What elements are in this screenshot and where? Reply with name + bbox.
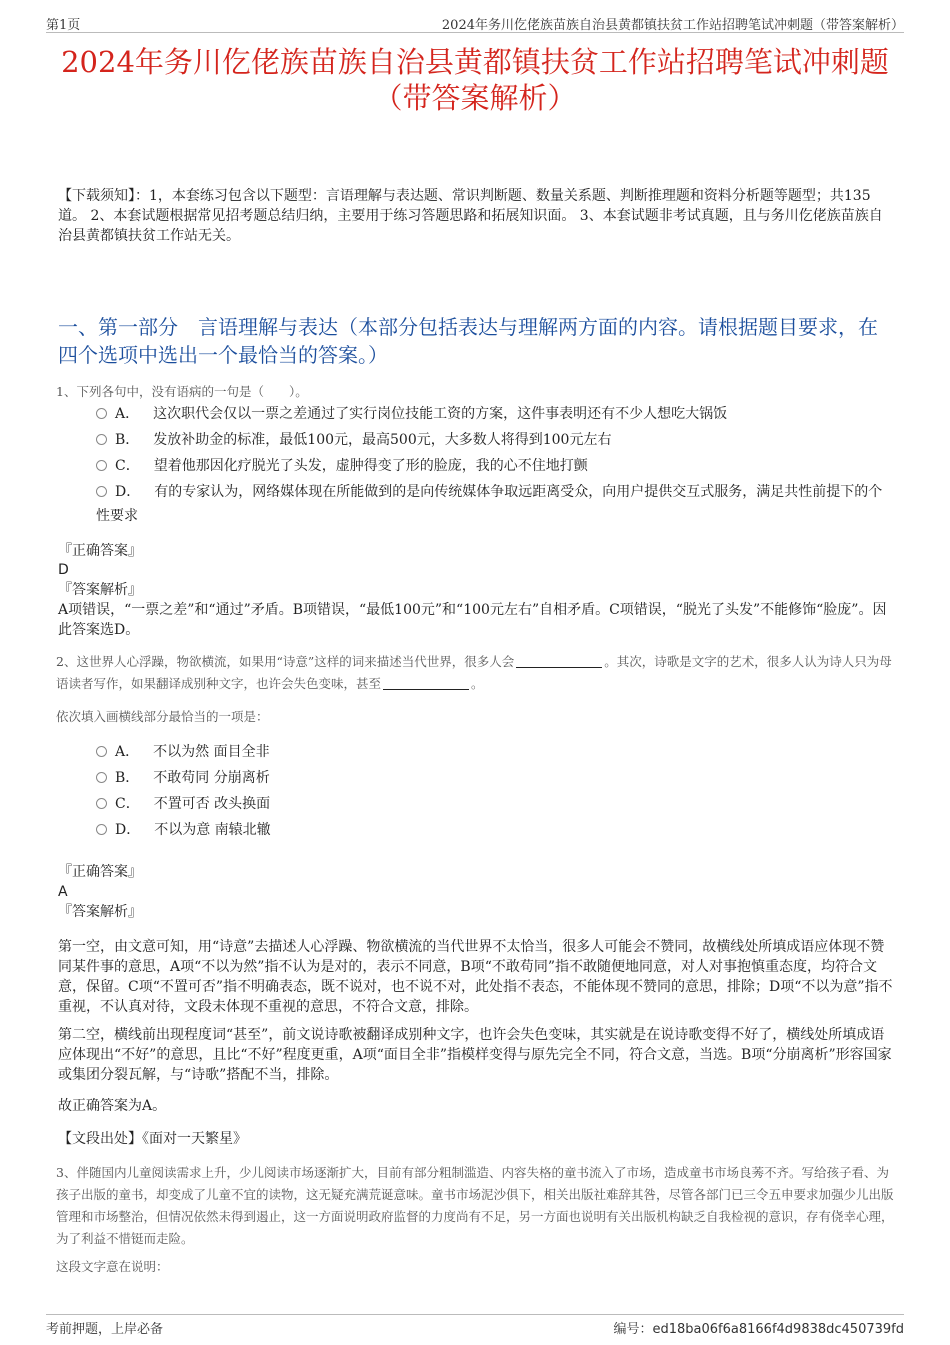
option-text: 有的专家认为，网络媒体现在所能做到的是向传统媒体争取远距离受众，向用户提供交互式服务，满足共性前提下的个性要求 (96, 484, 883, 524)
option-text: 不以为意 南辕北辙 (154, 822, 271, 838)
radio-icon[interactable] (96, 824, 107, 835)
radio-icon[interactable] (96, 746, 107, 757)
download-notice: 【下载须知】：1，本套练习包含以下题型：言语理解与表达题、常识判断题、数量关系题、判断推理题和资料分析题等题型；共135道。 2、本套试题根据常见招考题总结归纳，主要用于练习答题思路和拓展知识面。 3、本套试题非考试真题，且与务川仡佬族苗族自治县黄都镇扶贫工作站无关。 (58, 188, 883, 244)
option-text: 不以为然 面目全非 (153, 744, 270, 760)
page-footer (46, 1314, 904, 1335)
option-text: 这次职代会仅以一票之差通过了实行岗位技能工资的方案，这件事表明还有不少人想吃大锅饭 (153, 406, 728, 422)
blank-line (516, 655, 602, 668)
q2-analysis-label: 『答案解析』 (58, 904, 142, 920)
option-letter: D． (115, 822, 141, 838)
question-3-stem: 3、伴随国内儿童阅读需求上升，少儿阅读市场逐渐扩大，目前有部分粗制滥造、内容失格的童书流入了市场，造成童书市场良莠不齐。写给孩子看、为孩子出版的童书，却变成了儿童不宜的读物，这无疑充满荒诞意味。童书市场泥沙俱下，相关出版社难辞其咎，尽管各部门已三令五申要求加强少儿出版管理和市场整治，但情况依然未得到遏止，这一方面说明政府监督的力度尚有不足，另一方面也说明有关出版机构缺乏自我检视的意识，存有侥幸心理，为了利益不惜铤而走险。 (56, 1165, 894, 1246)
header-doc-title: 2024年务川仡佬族苗族自治县黄都镇扶贫工作站招聘笔试冲刺题（带答案解析） (441, 18, 904, 33)
question-2-stem (56, 651, 898, 695)
q2-analysis-p1: 第一空，由文意可知，用“诗意”去描述人心浮躁、物欲横流的当代世界不太恰当，很多人可能会不赞同，故横线处所填成语应体现不赞同某件事的意思，A项“不以为然”指不认为是对的，表示不同意，B项“不敢苟同”指不敢随便地同意，对人对事抱慎重态度，均符合文意，保留。C项“不置可否”指不明确表态，既不说对，也不说不对，此处指不表态，不能体现不赞同的意思，排除；D项“不以为意”指不重视，不认真对待，文段未体现不重视的意思，不符合文意，排除。 (58, 939, 893, 1015)
footer-slogan: 考前押题，上岸必备 (46, 1322, 164, 1337)
option-letter: C． (115, 458, 140, 474)
q2-option-b[interactable] (96, 766, 890, 790)
q1-option-d[interactable] (96, 480, 890, 528)
blank-line (383, 677, 469, 690)
q2-stem-part3: 。 (471, 676, 484, 691)
q2-stem-part2: 。其次，诗歌是文字的艺术，很多人认为诗人只为母语读者写作，如果翻译成别种文字，也许会失色变味，甚至 (56, 654, 892, 691)
q2-option-c[interactable] (96, 792, 890, 816)
option-letter: C． (115, 796, 140, 812)
option-letter: A． (115, 744, 140, 760)
q1-option-b[interactable] (96, 428, 890, 452)
q2-option-a[interactable] (96, 740, 890, 764)
section-heading: 一、第一部分 言语理解与表达（本部分包括表达与理解两方面的内容。请根据题目要求，在四个选项中选出一个最恰当的答案。） (58, 315, 878, 367)
option-text: 不置可否 改头换面 (153, 796, 271, 812)
option-text: 不敢苟同 分崩离析 (153, 770, 270, 786)
radio-icon[interactable] (96, 408, 107, 419)
option-text: 发放补助金的标准，最低100元，最高500元，大多数人将得到100元左右 (153, 432, 612, 448)
document-title: 2024年务川仡佬族苗族自治县黄都镇扶贫工作站招聘笔试冲刺题（带答案解析） (61, 45, 889, 115)
option-text: 望着他那因化疗脱光了头发，虚肿得变了形的脸庞，我的心不住地打颤 (153, 458, 588, 474)
radio-icon[interactable] (96, 460, 107, 471)
code-label: 编号： (613, 1322, 653, 1337)
q1-option-a[interactable] (96, 402, 890, 426)
q2-source: 【文段出处】《面对一天繁星》 (58, 1131, 247, 1147)
document-code (613, 1318, 904, 1337)
q2-answer-label: 『正确答案』 (58, 864, 142, 880)
code-value: ed18ba06f6a8166f4d9838dc450739fd (652, 1322, 904, 1337)
option-letter: A． (115, 406, 140, 422)
radio-icon[interactable] (96, 798, 107, 809)
option-letter: D． (115, 484, 141, 500)
question-1-stem: 1、下列各句中，没有语病的一句是（ ）。 (56, 384, 308, 399)
q2-instruction: 依次填入画横线部分最恰当的一项是： (56, 709, 269, 724)
page-header (46, 14, 904, 33)
q2-option-d[interactable] (96, 818, 890, 842)
q1-answer: D (58, 562, 69, 578)
q2-conclusion: 故正确答案为A。 (58, 1098, 167, 1114)
q2-analysis-p2: 第二空，横线前出现程度词“甚至”，前文说诗歌被翻译成别种文字，也许会失色变味，其实就是在说诗歌变得不好了，横线处所填成语应体现出“不好”的意思，且比“不好”程度更重，A项“面目全非”指模样变得与原先完全不同，符合文意，当选。B项“分崩离析”形容国家或集团分裂瓦解，与“诗歌”搭配不当，排除。 (58, 1027, 892, 1083)
option-letter: B． (115, 432, 140, 448)
radio-icon[interactable] (96, 772, 107, 783)
q2-stem-part1: 2、这世界人心浮躁，物欲横流，如果用“诗意”这样的词来描述当代世界，很多人会 (56, 654, 515, 669)
q3-instruction: 这段文字意在说明： (56, 1259, 169, 1274)
q1-answer-label: 『正确答案』 (58, 543, 142, 559)
q2-answer: A (58, 884, 68, 900)
radio-icon[interactable] (96, 434, 107, 445)
option-letter: B． (115, 770, 140, 786)
radio-icon[interactable] (96, 486, 107, 497)
page-number: 第1页 (46, 18, 81, 33)
q1-option-c[interactable] (96, 454, 890, 478)
q1-analysis-label: 『答案解析』 (58, 582, 142, 598)
q1-analysis: A项错误，“一票之差”和“通过”矛盾。B项错误，“最低100元”和“100元左右”自相矛盾。C项错误，“脱光了头发”不能修饰“脸庞”。因此答案选D。 (58, 602, 887, 638)
